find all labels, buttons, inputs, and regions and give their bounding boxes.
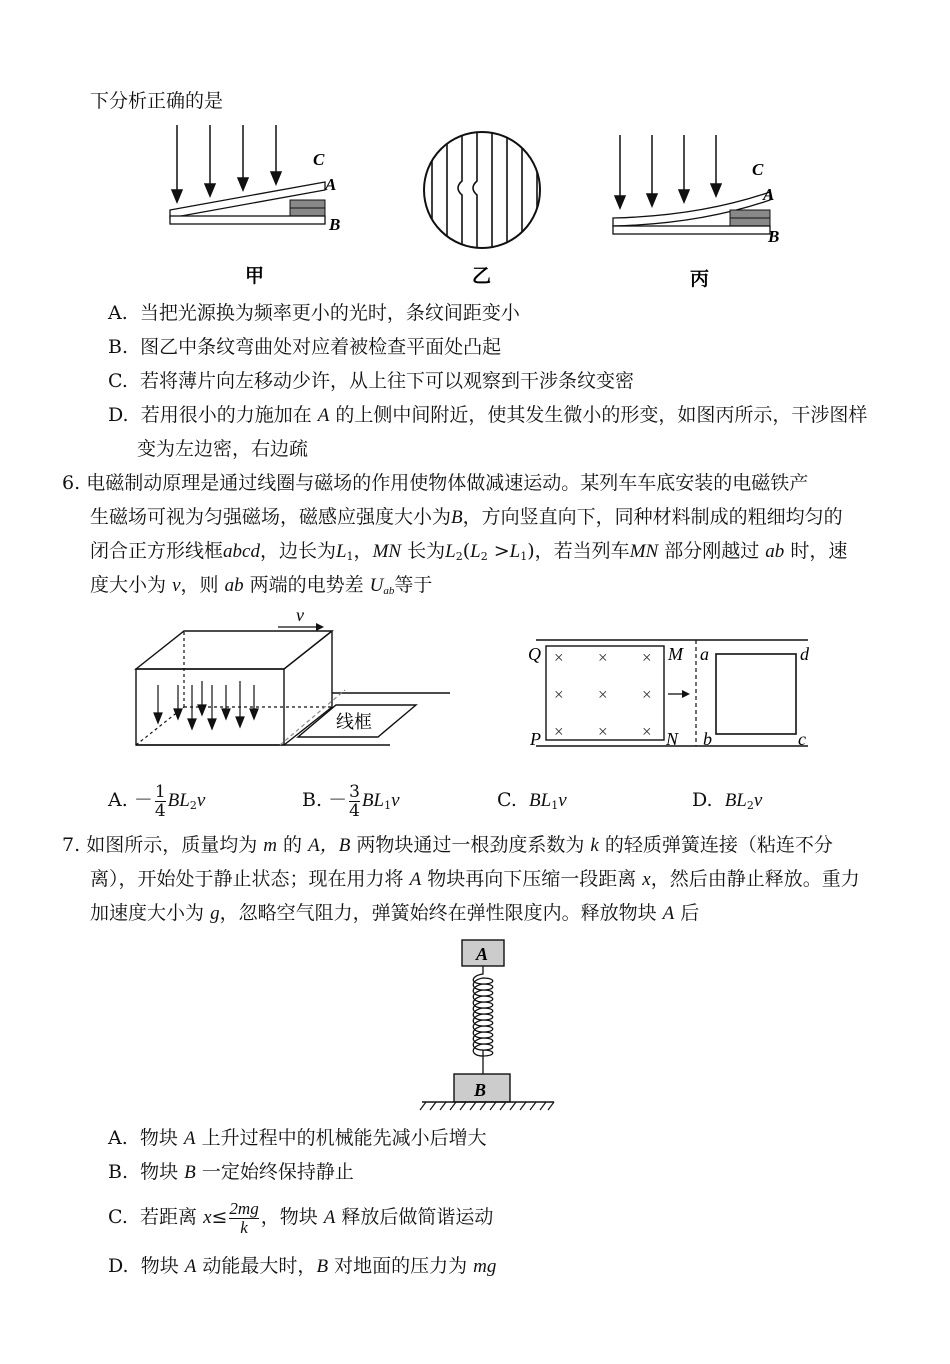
var: A [323,1207,336,1228]
var: v [558,790,567,811]
text: 如图所示，质量均为 [86,834,258,856]
fraction [349,783,360,820]
text: 动能最大时， [202,1255,317,1277]
sub: 1 [551,799,559,812]
option-prefix: D. [692,789,713,811]
cross: × [598,722,608,741]
q7-option-c[interactable] [108,1196,493,1239]
denominator: 4 [349,800,360,821]
q5-figure-jia [165,120,355,290]
text: 生磁场可视为匀强磁场，磁感应强度大小为 [90,506,452,528]
option-prefix: A. [108,789,128,811]
denominator: k [240,1217,248,1237]
option-prefix: C. [108,1206,128,1228]
cross: × [598,685,608,704]
sub: 2 [746,799,754,812]
q7-option-b[interactable] [108,1159,354,1186]
option-text: 若用很小的力施加在 [140,404,312,426]
label-frame: 线框 [336,712,372,733]
le: ≤ [211,1206,228,1228]
option-prefix: A. [108,1127,128,1149]
var: B [451,507,463,528]
var: x [642,869,651,890]
text: 离），开始处于静止状态；现在用力将 [90,868,404,890]
numerator: 1 [154,781,166,802]
option-prefix: C. [497,789,517,811]
numerator: 2mg [229,1198,259,1218]
denominator: 4 [154,800,166,821]
var: A，B [308,835,351,856]
cross: × [598,648,608,667]
fraction [229,1200,258,1237]
q7-line-1 [62,832,833,859]
q6-option-d[interactable] [692,787,762,819]
var: v [196,790,206,811]
sub: ab [383,585,395,597]
label-B: B [329,215,341,234]
var: v [172,575,181,596]
label-A: A [763,185,775,204]
text: ，边长为 [259,540,336,562]
label-C: C [313,150,325,169]
q5-figure-yi [412,125,562,290]
q5-option-b[interactable] [108,334,501,360]
q5-option-a[interactable] [108,300,520,326]
var: mg [473,1256,497,1277]
cross: × [642,722,652,741]
label-P: P [530,729,541,749]
text: ，物块 [260,1206,318,1228]
option-prefix: D. [108,404,129,426]
text: 时，速 [790,540,848,562]
var-A: A [317,405,330,426]
q7-line-2 [90,866,860,893]
expr: BL [529,790,552,811]
var: U [369,575,384,596]
sign: － [133,789,153,811]
var: abcd [223,541,260,562]
q6-option-b[interactable] [302,780,400,826]
text: 部分刚越过 [664,540,760,562]
text: 等于 [394,574,433,596]
var: m [263,835,277,856]
text: ，若当列车 [534,540,630,562]
text: 物块 [140,1255,179,1277]
q7-option-a[interactable] [108,1125,487,1152]
label-N: N [666,729,679,749]
cross: × [554,648,564,667]
text: 度大小为 [90,574,167,596]
label-C: C [752,160,764,179]
text: 释放后做简谐运动 [341,1206,494,1228]
q7-option-d[interactable] [108,1253,496,1280]
cross: × [554,722,564,741]
cross: × [642,685,652,704]
var: A [184,1256,197,1277]
question-number: 7. [62,834,81,856]
option-prefix: B. [108,336,129,358]
label-yi: 乙 [472,265,492,287]
q6-option-a[interactable] [108,780,205,826]
text: 长为 [407,540,446,562]
block-B-label: B [474,1080,487,1100]
label-bing: 丙 [690,268,710,290]
text: 的轻质弹簧连接（粘连不分 [604,834,833,856]
numerator: 3 [349,781,360,802]
text: ，则 [180,574,219,596]
var: A [409,869,422,890]
label-Q: Q [528,644,541,664]
text: ，方向竖直向下，同种材料制成的粗细均匀的 [462,506,843,528]
q5-option-d-cont: 变为左边密，右边疏 [137,438,309,460]
option-text: 的上侧中间附近，使其发生微小的形变，如图丙所示，干涉图样 [335,404,868,426]
expr: BL [361,790,385,811]
q6-line-3: 闭合正方形线框abcd，边长为$L_1$，MN 长为$L_2(L_2 >L_1)$，若当列车MN 部分刚越过 ab 时，速 [90,540,848,563]
text: ，然后由静止释放。重力 [650,868,860,890]
q5-option-d[interactable] [108,402,867,429]
q5-option-c[interactable] [108,368,634,394]
q6-line-2 [90,504,843,531]
var: g [210,903,220,924]
option-text: 若将薄片向左移动少许，从上往下可以观察到干涉条纹变密 [140,370,635,392]
q6-line-4 [90,572,432,604]
var: v [391,790,400,811]
sub: 2 [189,799,197,812]
var: A [662,903,675,924]
text: 一定始终保持静止 [201,1161,354,1183]
var: L [335,541,347,562]
label-b: b [703,729,712,749]
option-text: 当把光源换为频率更小的光时，条纹间距变小 [139,302,520,324]
fraction [155,783,166,820]
q7-figure-spring [420,938,560,1113]
var: x [203,1207,212,1228]
text: 上升过程中的机械能先减小后增大 [201,1127,487,1149]
text: 若距离 [140,1206,198,1228]
q6-figure-topview [528,630,818,755]
var: L [470,541,481,562]
label-a: a [700,644,709,664]
question-number: 6. [62,472,81,494]
q6-figure-train [130,605,460,755]
cross: × [642,648,652,667]
text: 对地面的压力为 [334,1255,468,1277]
q6-line-1 [62,470,808,496]
var: B [184,1162,196,1183]
option-text: 图乙中条纹弯曲处对应着被检查平面处凸起 [140,336,502,358]
text: 闭合正方形线框 [90,540,224,562]
text: 后 [680,902,700,924]
option-prefix: C. [108,370,128,392]
text: 物块 [139,1127,178,1149]
q5-stem-tail: 下分析正确的是 [90,90,224,112]
var: k [590,835,599,856]
sub: 2 [480,550,488,563]
var: L [509,541,521,562]
expr: BL [724,790,747,811]
q7-line-3 [90,900,699,927]
q5-figure-bing [610,130,800,290]
text: 加速度大小为 [90,902,205,924]
option-prefix: A. [108,302,128,324]
text: 的 [283,834,303,856]
label-c: c [798,729,806,749]
var: ab [224,575,244,596]
label-M: M [668,644,683,664]
block-A-label: A [476,944,489,964]
label-B: B [768,227,780,246]
var: MN [372,541,402,562]
sign: － [328,789,348,811]
text: ，忽略空气阻力，弹簧始终在弹性限度内。释放物块 [219,902,657,924]
var: L [445,541,456,562]
text: 两物块通过一根劲度系数为 [356,834,585,856]
cross: × [554,685,564,704]
var: B [316,1256,329,1277]
sub: 2 [455,550,463,563]
sub: 1 [384,799,392,812]
var: v [753,790,763,811]
text: 物块再向下压缩一段距离 [427,868,637,890]
var: ab [765,541,785,562]
text: 电磁制动原理是通过线圈与磁场的作用使物体做减速运动。某列车车底安装的电磁铁产 [86,472,809,494]
label-jia: 甲 [245,265,265,287]
expr: BL [167,790,190,811]
option-prefix: B. [302,789,323,811]
var: MN [629,541,659,562]
text: 物块 [140,1161,179,1183]
var: A [183,1128,196,1149]
text: 两端的电势差 [249,574,364,596]
sub: 1 [346,550,354,563]
sub: 1 [520,550,528,563]
label-A: A [325,175,337,194]
label-v: v [296,605,304,625]
option-prefix: D. [108,1255,129,1277]
option-prefix: B. [108,1161,129,1183]
label-d: d [800,644,809,664]
q6-option-c[interactable] [497,787,567,819]
